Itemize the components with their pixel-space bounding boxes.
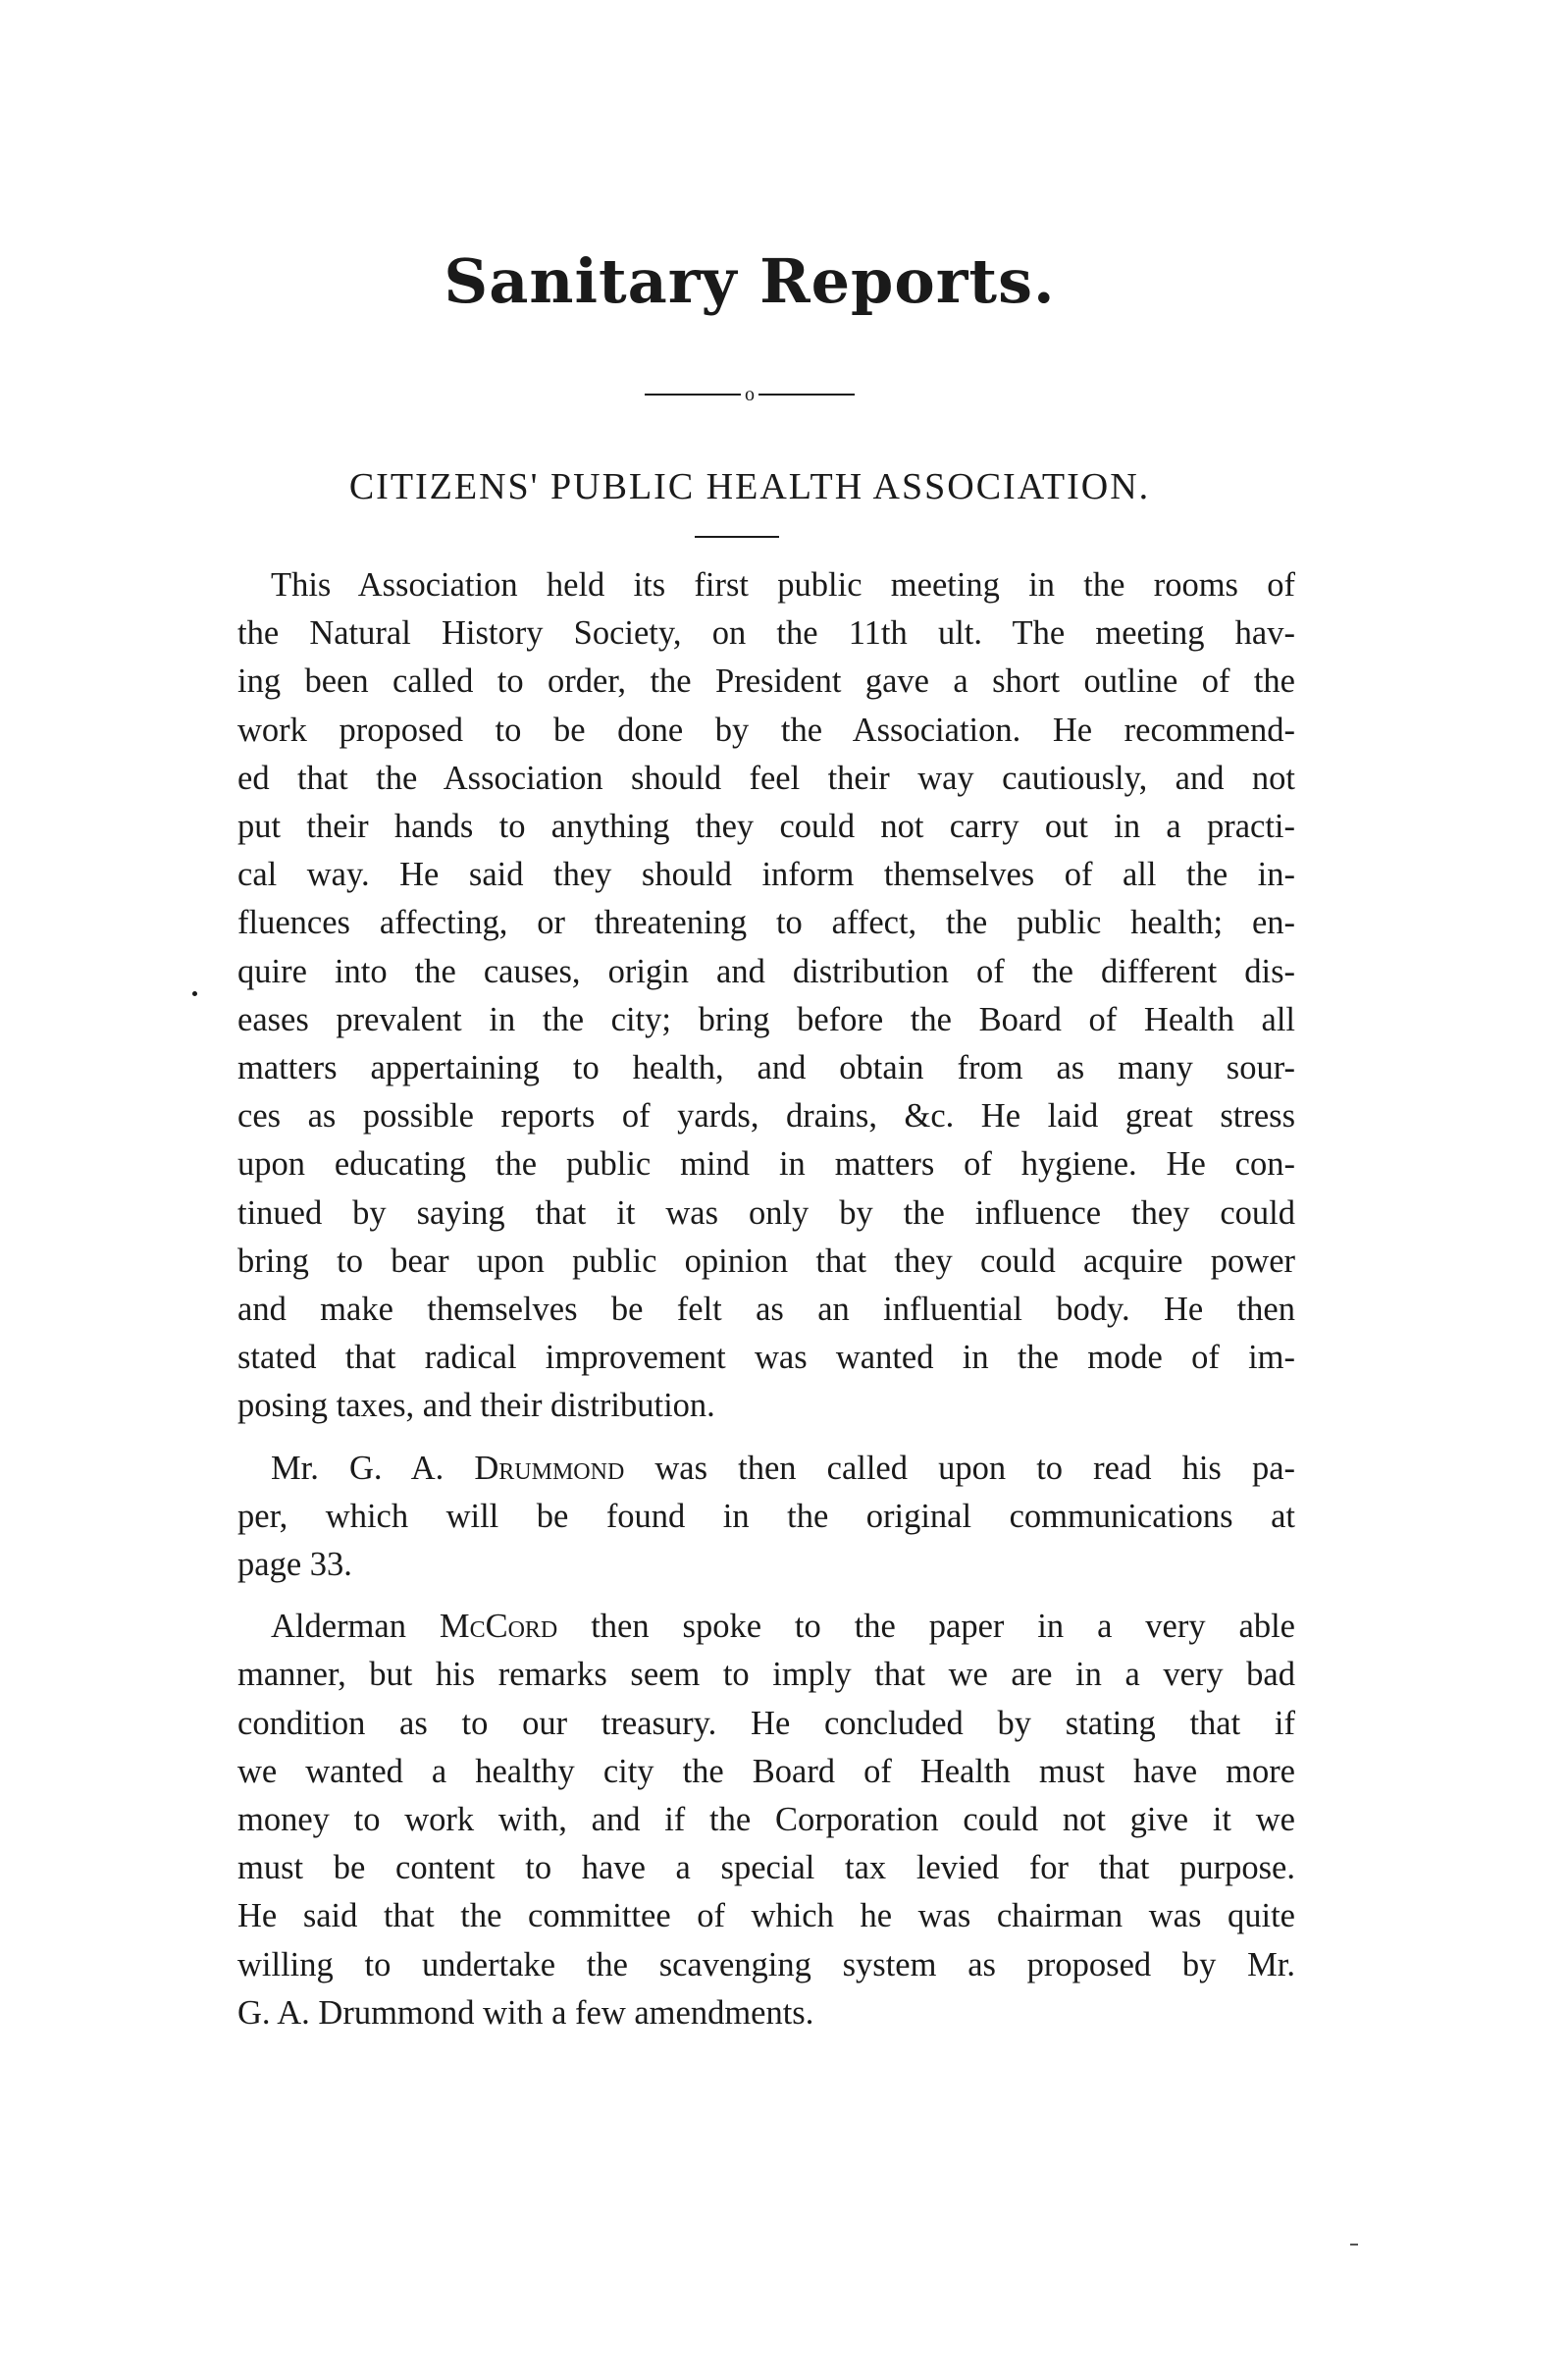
text-line: quire into the causes, origin and distribution of the different dis- bbox=[237, 952, 1295, 990]
text-line: ed that the Association should feel their way cautiously, and not bbox=[237, 759, 1295, 797]
text-line: must be content to have a special tax levied for that purpose. bbox=[237, 1849, 1295, 1887]
paragraph-lead: Mr. G. A. bbox=[271, 1449, 475, 1487]
text-line: ces as possible reports of yards, drains, &c. He laid great stress bbox=[237, 1097, 1295, 1136]
paragraph-lead: Alderman bbox=[271, 1608, 440, 1646]
text-line bbox=[204, 1445, 1295, 1493]
text-line: fluences affecting, or threatening to affect, the public health; en- bbox=[237, 904, 1295, 942]
text-line: stated that radical improvement was wanted in the mode of im- bbox=[237, 1339, 1295, 1377]
ornament-divider bbox=[204, 379, 1295, 409]
text-line: matters appertaining to health, and obtain from as many sour- bbox=[237, 1049, 1295, 1087]
text-line: condition as to our treasury. He concluded by stating that if bbox=[237, 1704, 1295, 1742]
running-head: Sanitary Reports. bbox=[444, 245, 1056, 317]
text-run: was then called upon to read his pa- bbox=[624, 1449, 1295, 1487]
title-rule bbox=[695, 536, 779, 538]
text-line: page 33. bbox=[237, 1546, 352, 1584]
text-line: willing to undertake the scavenging system as proposed by Mr. bbox=[237, 1945, 1295, 1983]
text-line: He said that the committee of which he was chairman was quite bbox=[237, 1897, 1295, 1935]
text-line: ing been called to order, the President gave a short outline of the bbox=[237, 662, 1295, 701]
text-line: tinued by saying that it was only by the influence they could bbox=[237, 1193, 1295, 1232]
text-line: and make themselves be felt as an influential body. He then bbox=[237, 1291, 1295, 1329]
text-line: per, which will be found in the original communications at bbox=[237, 1497, 1295, 1535]
text-line: G. A. Drummond with a few amendments. bbox=[237, 1993, 814, 2032]
text-line: manner, but his remarks seem to imply that we are in a very bad bbox=[237, 1656, 1295, 1694]
text-line: cal way. He said they should inform themselves of all the in- bbox=[237, 856, 1295, 894]
body-text bbox=[204, 561, 1295, 2051]
text-line: the Natural History Society, on the 11th ult. The meeting hav- bbox=[237, 614, 1295, 653]
text-line: put their hands to anything they could not carry out in a practi- bbox=[237, 808, 1295, 846]
margin-mark bbox=[192, 991, 197, 996]
paragraph-1 bbox=[204, 561, 1295, 1431]
ornament-rule-left bbox=[645, 394, 741, 396]
paragraph-2 bbox=[204, 1445, 1295, 1590]
text-line: eases prevalent in the city; bring before the Board of Health all bbox=[237, 1000, 1295, 1038]
text-line bbox=[204, 1603, 1295, 1651]
person-name: Drummond bbox=[474, 1449, 625, 1487]
person-name: McCord bbox=[439, 1608, 558, 1646]
text-line: bring to bear upon public opinion that they could acquire power bbox=[237, 1242, 1295, 1280]
paragraph-3 bbox=[204, 1603, 1295, 2037]
text-line: we wanted a healthy city the Board of Health must have more bbox=[237, 1752, 1295, 1790]
section-title: CITIZENS' PUBLIC HEALTH ASSOCIATION. bbox=[348, 466, 1151, 507]
margin-mark bbox=[1350, 2244, 1358, 2246]
ornament-rule-right bbox=[758, 394, 855, 396]
ornament-mark: o bbox=[745, 384, 755, 406]
text-line: This Association held its first public meeting in the rooms of bbox=[271, 566, 1295, 604]
text-line: money to work with, and if the Corporation could not give it we bbox=[237, 1801, 1295, 1839]
text-run: then spoke to the paper in a very able bbox=[557, 1608, 1295, 1646]
text-line: upon educating the public mind in matters of hygiene. He con- bbox=[237, 1145, 1295, 1184]
text-line: work proposed to be done by the Association. He recommend- bbox=[237, 711, 1295, 749]
text-line: posing taxes, and their distribution. bbox=[237, 1387, 715, 1425]
